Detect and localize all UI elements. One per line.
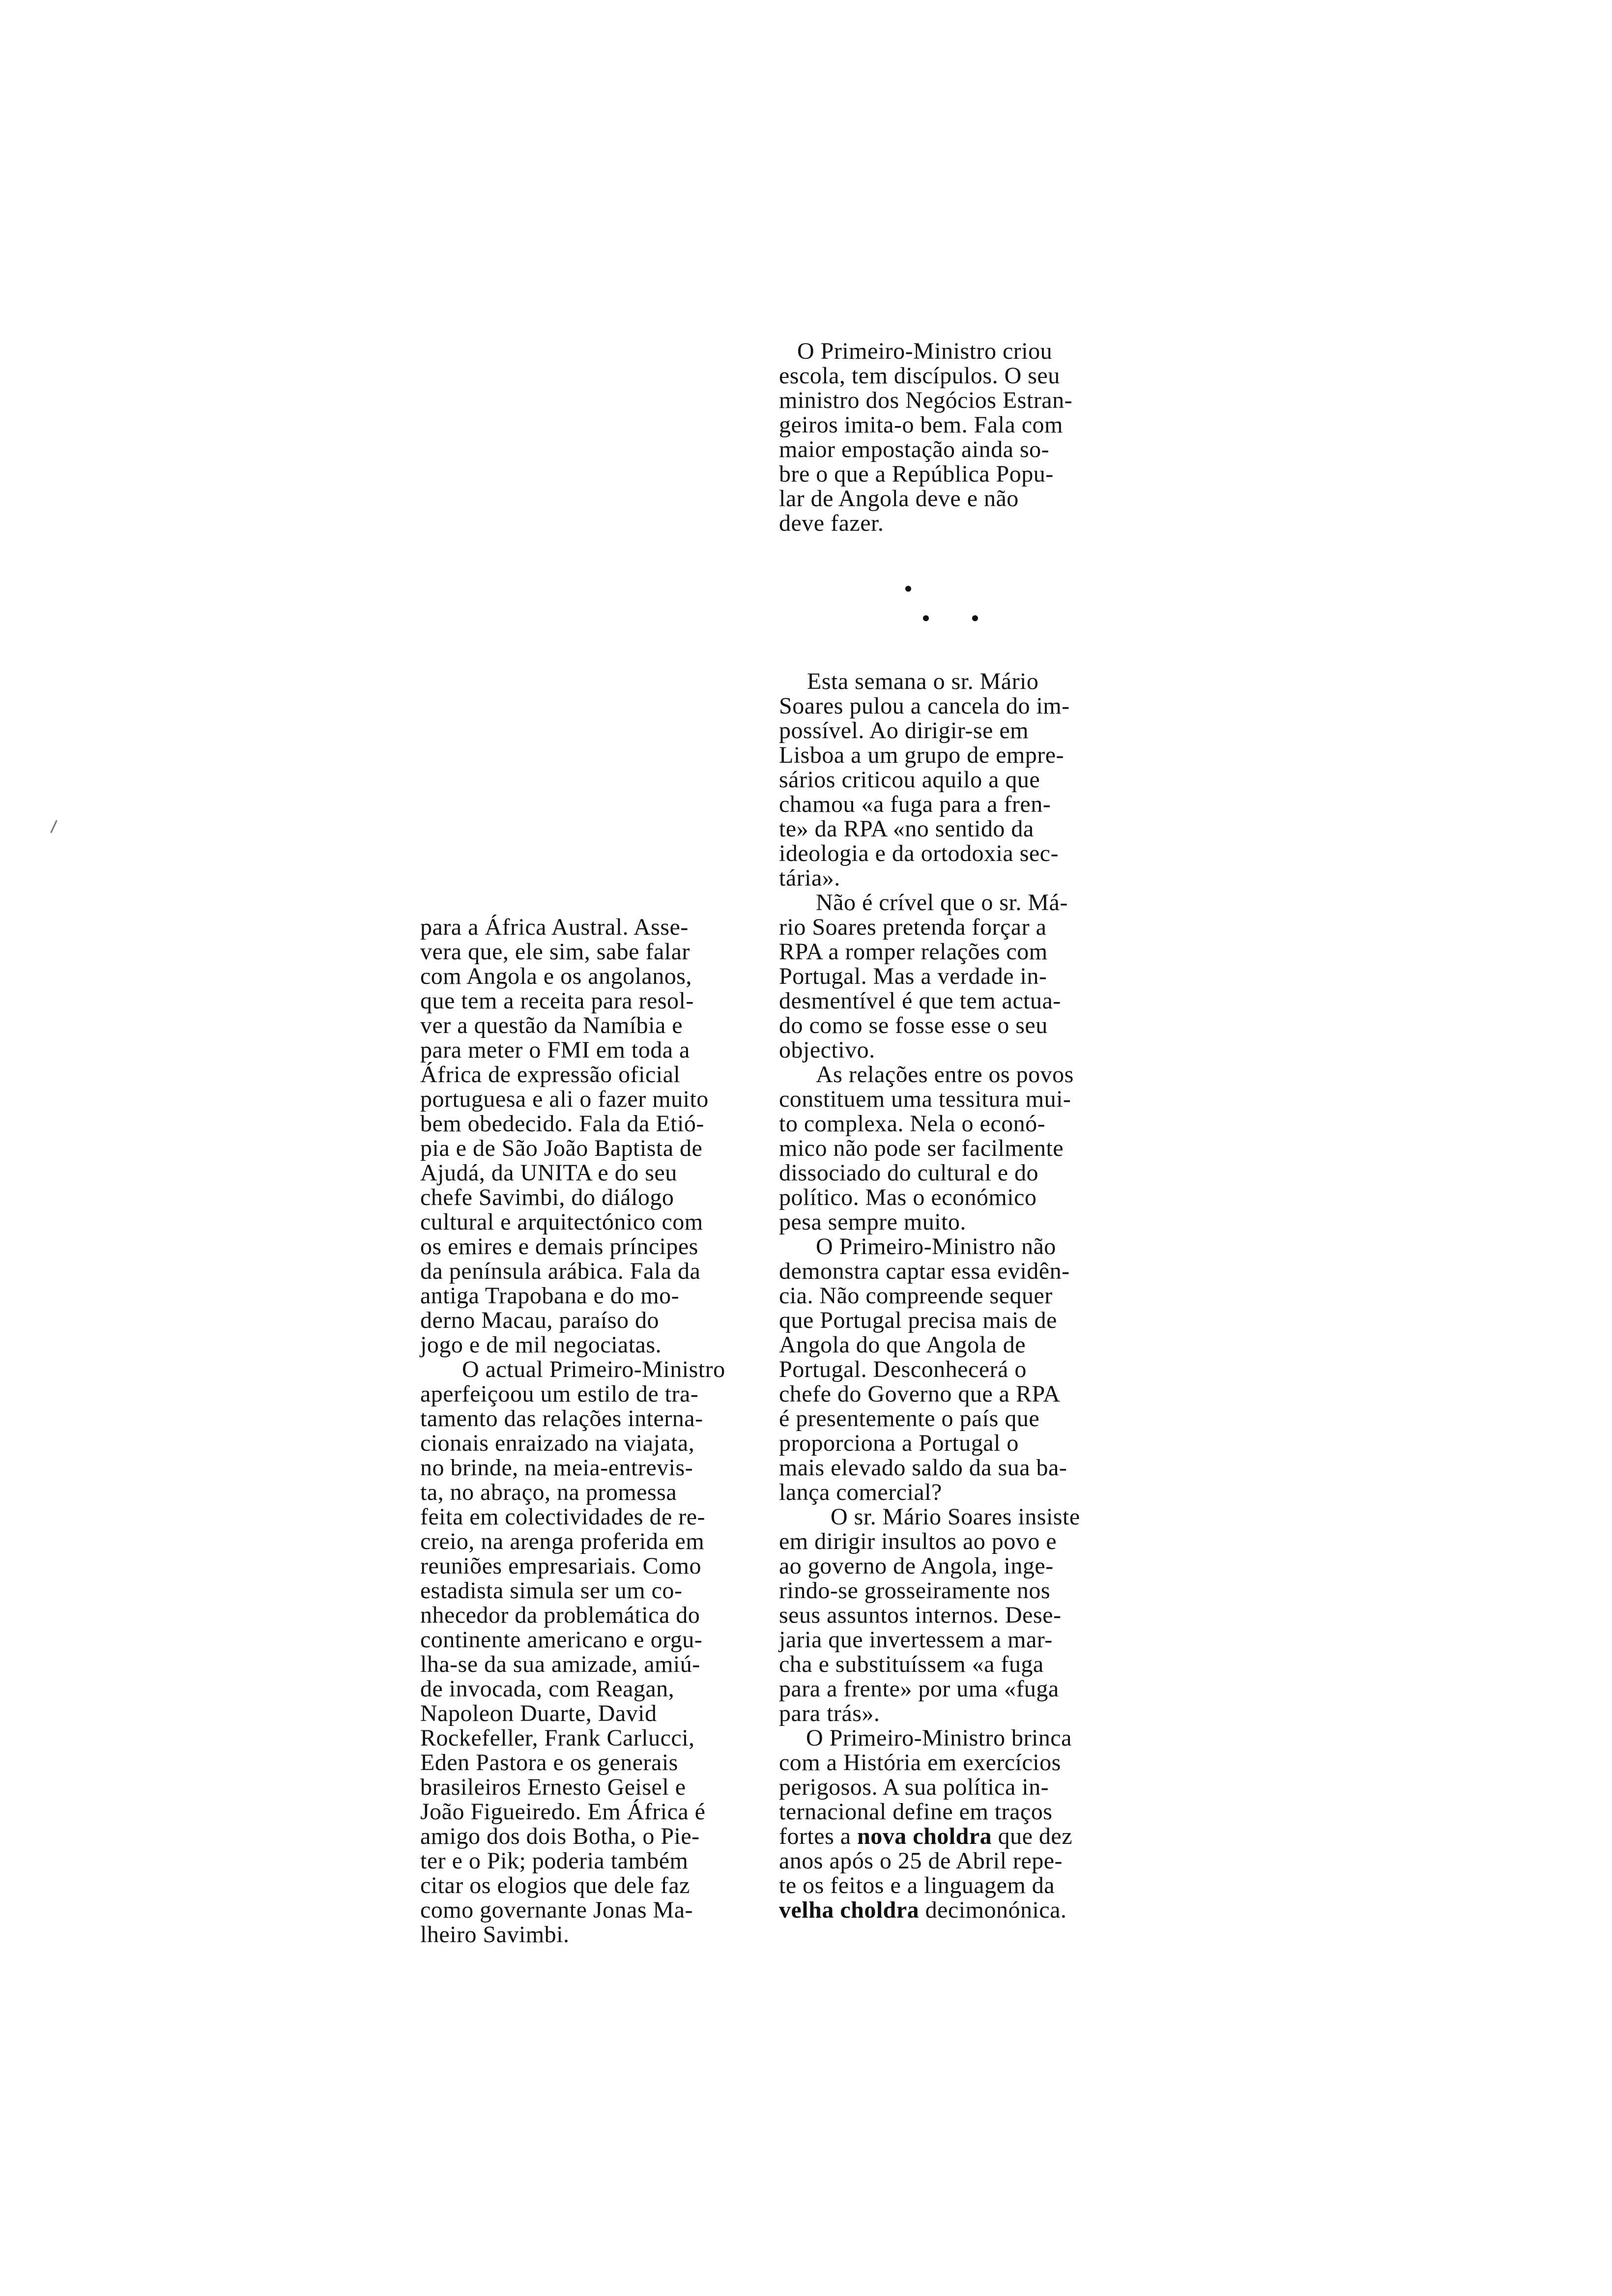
text-line: deve fazer. — [779, 510, 884, 536]
text-line: feita em colectividades de re- — [420, 1504, 706, 1530]
text-line: ver a questão da Namíbia e — [420, 1012, 683, 1038]
text-line: anos após o 25 de Abril repe- — [779, 1848, 1063, 1874]
text-line: que tem a receita para resol- — [420, 988, 694, 1014]
text-line: O Primeiro-Ministro criou — [797, 338, 1053, 364]
text-line: com Angola e os angolanos, — [420, 963, 692, 989]
text-line: constituem uma tessitura mui- — [779, 1086, 1071, 1112]
text-line: político. Mas o económico — [779, 1184, 1037, 1210]
text-line: te os feitos e a linguagem da — [779, 1872, 1055, 1898]
text-fragment: decimonónica. — [925, 1897, 1067, 1923]
text-line: RPA a romper relações com — [779, 939, 1048, 965]
text-line: desmentível é que tem actua- — [779, 988, 1061, 1014]
emphasis-nova-choldra: nova choldra — [857, 1823, 992, 1849]
text-line: proporciona a Portugal o — [779, 1430, 1019, 1456]
text-line: citar os elogios que dele faz — [420, 1872, 690, 1898]
text-line: dissociado do cultural e do — [779, 1160, 1039, 1186]
text-line: bre o que a República Popu- — [779, 461, 1054, 487]
text-line: As relações entre os povos — [816, 1062, 1074, 1088]
text-line: chefe do Governo que a RPA — [779, 1381, 1061, 1407]
text-line: do como se fosse esse o seu — [779, 1012, 1048, 1038]
text-line: para a frente» por uma «fuga — [779, 1676, 1059, 1702]
text-line: Rockefeller, Frank Carlucci, — [420, 1725, 695, 1751]
text-line: perigosos. A sua política in- — [779, 1774, 1049, 1800]
text-line: África de expressão oficial — [420, 1062, 681, 1088]
text-line: Eden Pastora e os generais — [420, 1750, 678, 1776]
text-line: Soares pulou a cancela do im- — [779, 693, 1070, 719]
text-line: Não é crível que o sr. Má- — [816, 890, 1068, 916]
text-line: de invocada, com Reagan, — [420, 1676, 675, 1702]
text-line: como governante Jonas Ma- — [420, 1897, 693, 1923]
text-line: jogo e de mil negociatas. — [420, 1332, 662, 1358]
text-line: mico não pode ser facilmente — [779, 1135, 1064, 1161]
text-line: continente americano e orgu- — [420, 1627, 703, 1653]
text-line: to complexa. Nela o econó- — [779, 1111, 1046, 1137]
text-line: creio, na arenga proferida em — [420, 1528, 705, 1554]
text-line: tamento das relações interna- — [420, 1406, 703, 1432]
text-fragment: que dez — [998, 1823, 1073, 1849]
separator-dot — [972, 615, 978, 621]
text-line: lheiro Savimbi. — [420, 1922, 570, 1948]
text-line — [779, 1898, 1066, 1923]
text-line: em dirigir insultos ao povo e — [779, 1528, 1057, 1554]
text-line: ideologia e da ortodoxia sec- — [779, 840, 1059, 866]
text-line: ministro dos Negócios Estran- — [779, 387, 1073, 413]
text-line: bem obedecido. Fala da Etió- — [420, 1111, 704, 1137]
text-line: chefe Savimbi, do diálogo — [420, 1184, 674, 1210]
text-line: ta, no abraço, na promessa — [420, 1479, 677, 1505]
text-line: ter e o Pik; poderia também — [420, 1848, 689, 1874]
text-line: objectivo. — [779, 1037, 875, 1063]
text-line: é presentemente o país que — [779, 1406, 1040, 1432]
text-line: demonstra captar essa evidên- — [779, 1258, 1070, 1284]
text-line — [779, 1824, 1072, 1849]
text-line: Portugal. Mas a verdade in- — [779, 963, 1047, 989]
text-line: cionais enraizado na viajata, — [420, 1430, 695, 1456]
text-line: lar de Angola deve e não — [779, 486, 1019, 512]
text-line: geiros imita-o bem. Fala com — [779, 412, 1063, 438]
text-line: cultural e arquitectónico com — [420, 1209, 703, 1235]
text-fragment: fortes a — [779, 1823, 851, 1849]
separator-dot — [923, 615, 929, 621]
scan-mark — [50, 820, 58, 833]
separator-dot — [905, 586, 911, 592]
text-line: escola, tem discípulos. O seu — [779, 363, 1060, 389]
text-line: ternacional define em traços — [779, 1799, 1053, 1825]
text-line: Lisboa a um grupo de empre- — [779, 742, 1064, 768]
text-line: Angola do que Angola de — [779, 1332, 1026, 1358]
text-line: para trás». — [779, 1700, 880, 1726]
emphasis-velha-choldra: velha choldra — [779, 1897, 920, 1923]
text-line: lha-se da sua amizade, amiú- — [420, 1651, 700, 1677]
text-line: Napoleon Duarte, David — [420, 1700, 657, 1726]
text-line: Esta semana o sr. Mário — [807, 668, 1039, 694]
text-line: O Primeiro-Ministro brinca — [806, 1725, 1072, 1751]
text-line: amigo dos dois Botha, o Pie- — [420, 1823, 700, 1849]
text-line: rio Soares pretenda forçar a — [779, 914, 1047, 940]
text-line: chamou «a fuga para a fren- — [779, 791, 1051, 817]
text-line: para a África Austral. Asse- — [420, 914, 689, 940]
text-line: nhecedor da problemática do — [420, 1602, 700, 1628]
text-line: pesa sempre muito. — [779, 1209, 966, 1235]
text-line: rindo-se grosseiramente nos — [779, 1578, 1051, 1604]
text-line: brasileiros Ernesto Geisel e — [420, 1774, 686, 1800]
text-line: jaria que invertessem a mar- — [779, 1627, 1053, 1653]
text-line: seus assuntos internos. Dese- — [779, 1602, 1062, 1628]
text-line: que Portugal precisa mais de — [779, 1307, 1057, 1333]
text-line: reuniões empresariais. Como — [420, 1553, 702, 1579]
text-line: para meter o FMI em toda a — [420, 1037, 690, 1063]
text-line: no brinde, na meia-entrevis- — [420, 1455, 693, 1481]
text-line: maior empostação ainda so- — [779, 436, 1050, 462]
text-line: Ajudá, da UNITA e do seu — [420, 1160, 677, 1186]
text-line: portuguesa e ali o fazer muito — [420, 1086, 709, 1112]
text-line: lança comercial? — [779, 1479, 942, 1505]
text-line: estadista simula ser um co- — [420, 1578, 683, 1604]
text-line: cia. Não compreende sequer — [779, 1283, 1053, 1309]
text-line: te» da RPA «no sentido da — [779, 816, 1034, 842]
text-line: João Figueiredo. Em África é — [420, 1799, 706, 1825]
text-line: aperfeiçoou um estilo de tra- — [420, 1381, 699, 1407]
text-line: cha e substituíssem «a fuga — [779, 1651, 1044, 1677]
text-line: vera que, ele sim, sabe falar — [420, 939, 690, 965]
text-line: tária». — [779, 865, 840, 891]
text-line: mais elevado saldo da sua ba- — [779, 1455, 1067, 1481]
text-line: antiga Trapobana e do mo- — [420, 1283, 680, 1309]
text-line: O sr. Mário Soares insiste — [831, 1504, 1080, 1530]
text-line: derno Macau, paraíso do — [420, 1307, 659, 1333]
text-line: com a História em exercícios — [779, 1750, 1061, 1776]
text-line: ao governo de Angola, inge- — [779, 1553, 1054, 1579]
text-line: sários criticou aquilo a que — [779, 767, 1040, 793]
text-line: possível. Ao dirigir-se em — [779, 718, 1029, 744]
text-line: da península arábica. Fala da — [420, 1258, 701, 1284]
text-line: Portugal. Desconhecerá o — [779, 1356, 1027, 1382]
text-line: O Primeiro-Ministro não — [816, 1234, 1056, 1260]
text-line: pia e de São João Baptista de — [420, 1135, 703, 1161]
text-line: os emires e demais príncipes — [420, 1234, 698, 1260]
text-line: O actual Primeiro-Ministro — [462, 1356, 725, 1382]
